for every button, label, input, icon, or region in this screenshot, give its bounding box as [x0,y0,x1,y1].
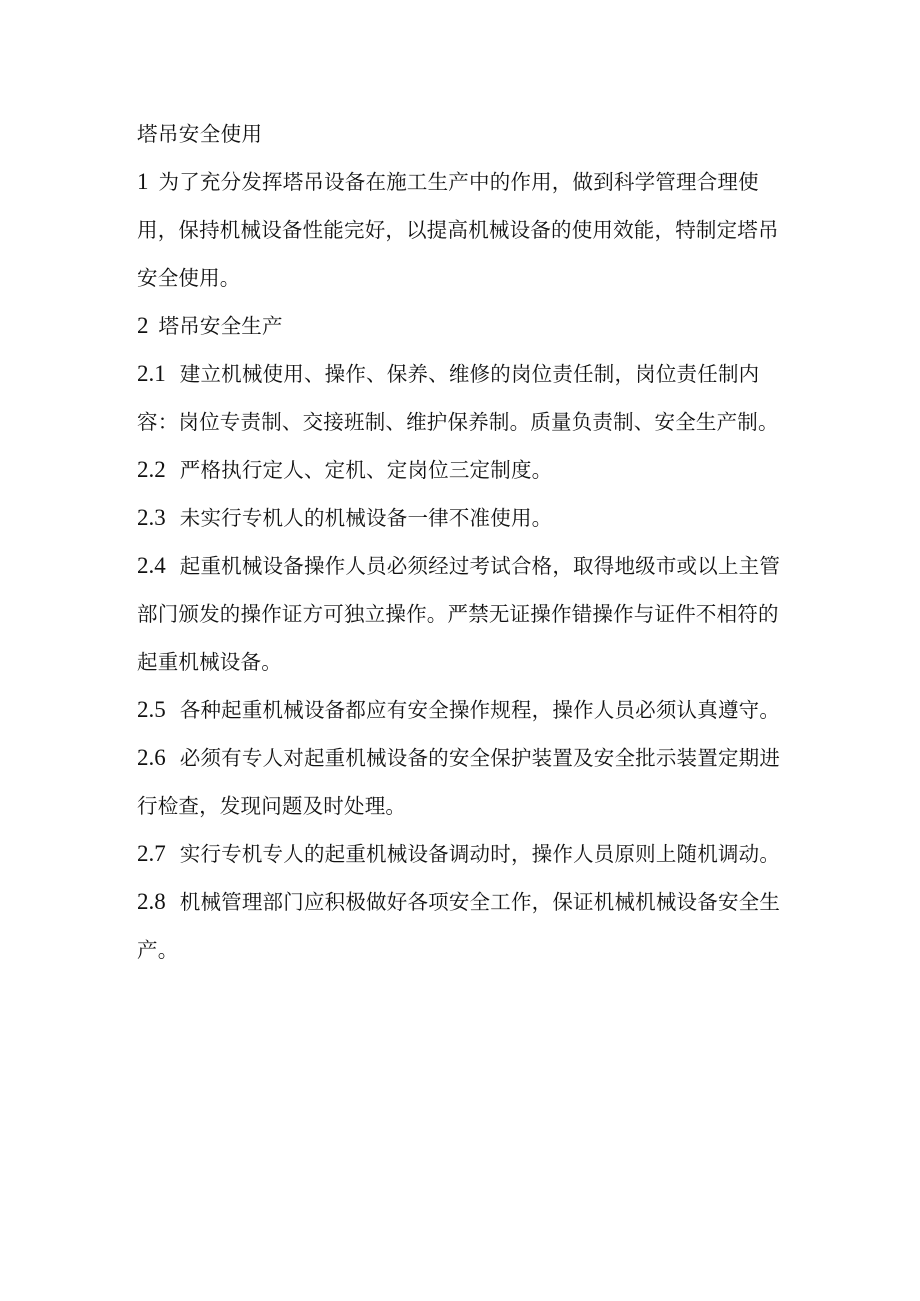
section-1 [137,158,785,302]
section-2-1 [137,350,785,446]
section-number: 2.7 [137,841,166,866]
section-2-6 [137,734,785,830]
section-text: 各种起重机械设备都应有安全操作规程，操作人员必须认真遵守。 [179,698,781,722]
section-number: 2.2 [137,457,166,482]
section-number: 2.1 [137,361,166,386]
document-title [137,110,785,158]
section-text: 未实行专机人的机械设备一律不准使用。 [179,506,553,530]
document-body [137,110,785,974]
section-2-7 [137,830,785,878]
section-text: 必须有专人对起重机械设备的安全保护装置及安全批示装置定期进行检查，发现问题及时处理。 [137,746,781,818]
section-2 [137,302,785,350]
section-text: 为了充分发挥塔吊设备在施工生产中的作用，做到科学管理合理使用，保持机械设备性能完好，以提高机械设备的使用效能，特制定塔吊安全使用。 [137,170,779,290]
section-2-3 [137,494,785,542]
section-text: 机械管理部门应积极做好各项安全工作，保证机械机械设备安全生产。 [137,890,781,962]
section-text: 建立机械使用、操作、保养、维修的岗位责任制，岗位责任制内容：岗位专责制、交接班制、维护保养制。质量负责制、安全生产制。 [137,362,779,434]
section-heading: 塔吊安全生产 [158,314,283,338]
section-2-5 [137,686,785,734]
section-number: 2.8 [137,889,166,914]
section-text: 起重机械设备操作人员必须经过考试合格，取得地级市或以上主管部门颁发的操作证方可独立操作。严禁无证操作错操作与证件不相符的起重机械设备。 [137,554,781,674]
section-2-2 [137,446,785,494]
section-number: 2.6 [137,745,166,770]
section-2-8 [137,878,785,974]
section-text: 实行专机专人的起重机械设备调动时，操作人员原则上随机调动。 [179,842,781,866]
section-number: 2.4 [137,553,166,578]
section-2-4 [137,542,785,686]
document-title-text: 塔吊安全使用 [137,122,263,146]
section-text: 严格执行定人、定机、定岗位三定制度。 [179,458,553,482]
section-number: 1 [137,169,149,194]
section-number: 2.3 [137,505,166,530]
section-number: 2.5 [137,697,166,722]
section-number: 2 [137,313,149,338]
